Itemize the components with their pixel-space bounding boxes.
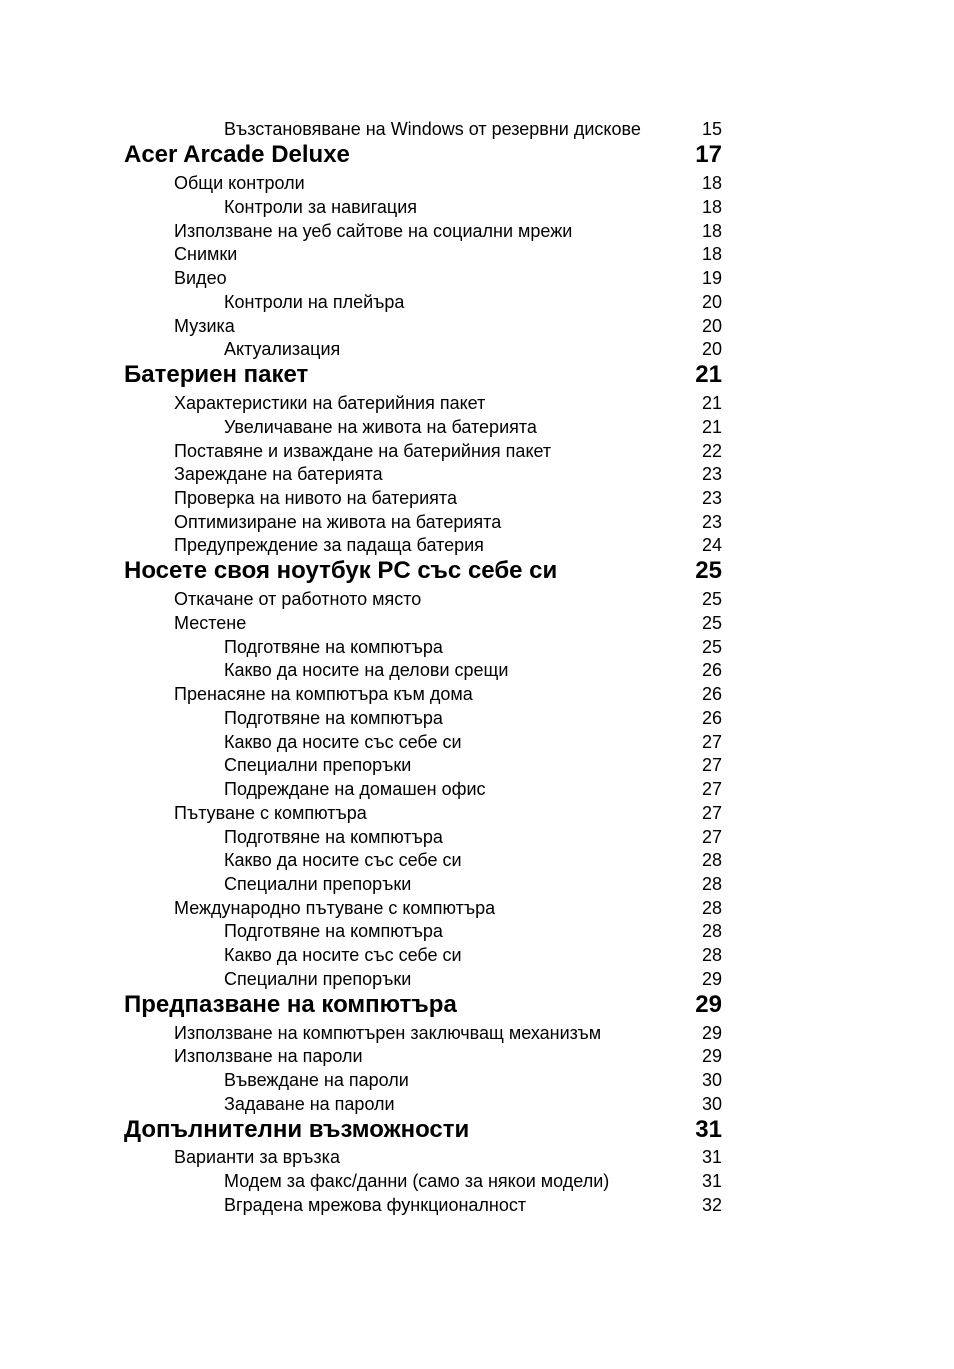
toc-entry-title: Специални препоръки — [224, 755, 412, 775]
toc-page-number: 20 — [701, 292, 722, 312]
toc-page-number: 15 — [701, 119, 722, 139]
toc-page-number: 27 — [701, 732, 722, 752]
toc-entry[interactable] — [0, 119, 954, 139]
toc-entry-title: Пътуване с компютъра — [174, 803, 367, 823]
toc-page-number: 25 — [695, 557, 722, 584]
toc-entry[interactable] — [0, 755, 954, 775]
toc-page-number: 30 — [701, 1094, 722, 1114]
toc-page-number: 27 — [701, 803, 722, 823]
toc-entry[interactable] — [0, 339, 954, 359]
toc-entry-title: Предупреждение за падаща батерия — [174, 535, 484, 555]
toc-entry-title: Какво да носите на делови срещи — [224, 660, 509, 680]
toc-chapter[interactable] — [0, 142, 954, 168]
toc-entry[interactable] — [0, 221, 954, 241]
toc-entry[interactable] — [0, 969, 954, 989]
toc-page-number: 27 — [701, 755, 722, 775]
toc-entry[interactable] — [0, 244, 954, 264]
toc-entry[interactable] — [0, 316, 954, 336]
toc-entry-title: Подреждане на домашен офис — [224, 779, 486, 799]
toc-page-number: 29 — [701, 1046, 722, 1066]
toc-entry-title: Модем за факс/данни (само за някои модели) — [224, 1171, 610, 1191]
toc-entry[interactable] — [0, 1070, 954, 1090]
toc-page-number: 26 — [701, 708, 722, 728]
toc-entry[interactable] — [0, 589, 954, 609]
toc-page-number: 29 — [701, 1023, 722, 1043]
toc-page-number: 29 — [695, 991, 722, 1018]
toc-entry-title: Подготвяне на компютъра — [224, 921, 443, 941]
toc-entry[interactable] — [0, 684, 954, 704]
toc-page-number: 19 — [701, 268, 722, 288]
toc-entry[interactable] — [0, 945, 954, 965]
toc-entry-title: Задаване на пароли — [224, 1094, 395, 1114]
toc-entry-title: Специални препоръки — [224, 969, 412, 989]
toc-entry-title: Контроли за навигация — [224, 197, 417, 217]
toc-entry-title: Откачане от работното място — [174, 589, 422, 609]
toc-entry[interactable] — [0, 827, 954, 847]
toc-page-number: 30 — [701, 1070, 722, 1090]
toc-chapter[interactable] — [0, 992, 954, 1018]
toc-page-number: 27 — [701, 827, 722, 847]
toc-page-number: 31 — [701, 1171, 722, 1191]
toc-entry[interactable] — [0, 1023, 954, 1043]
toc-chapter[interactable] — [0, 1117, 954, 1143]
toc-page-number: 20 — [701, 339, 722, 359]
toc-entry[interactable] — [0, 874, 954, 894]
toc-entry[interactable] — [0, 850, 954, 870]
toc-entry-title: Снимки — [174, 244, 238, 264]
toc-entry[interactable] — [0, 1094, 954, 1114]
toc-page-number: 20 — [701, 316, 722, 336]
toc-entry-title: Местене — [174, 613, 247, 633]
toc-chapter[interactable] — [0, 558, 954, 584]
toc-chapter[interactable] — [0, 362, 954, 388]
toc-entry[interactable] — [0, 732, 954, 752]
toc-entry[interactable] — [0, 488, 954, 508]
toc-entry[interactable] — [0, 535, 954, 555]
toc-entry[interactable] — [0, 1046, 954, 1066]
toc-entry-title: Контроли на плейъра — [224, 292, 405, 312]
toc-page-number: 25 — [701, 589, 722, 609]
toc-page-number: 26 — [701, 660, 722, 680]
toc-page-number: 28 — [701, 898, 722, 918]
toc-entry-title: Специални препоръки — [224, 874, 412, 894]
toc-page-number: 21 — [701, 393, 722, 413]
toc-page-number: 29 — [701, 969, 722, 989]
toc-entry[interactable] — [0, 197, 954, 217]
toc-entry-title: Подготвяне на компютъра — [224, 827, 443, 847]
toc-page-number: 23 — [701, 488, 722, 508]
toc-entry-title: Какво да носите със себе си — [224, 850, 462, 870]
toc-entry-title: Поставяне и изваждане на батерийния пакет — [174, 441, 552, 461]
toc-entry[interactable] — [0, 441, 954, 461]
toc-page-number: 17 — [695, 141, 722, 168]
toc-entry[interactable] — [0, 292, 954, 312]
toc-entry[interactable] — [0, 803, 954, 823]
toc-entry[interactable] — [0, 268, 954, 288]
toc-entry-title: Пренасяне на компютъра към дома — [174, 684, 473, 704]
toc-page-number: 18 — [701, 244, 722, 264]
toc-page-number: 23 — [701, 512, 722, 532]
toc-entry-title: Възстановяване на Windows от резервни дискове — [224, 119, 641, 139]
toc-page-number: 25 — [701, 613, 722, 633]
toc-page-number: 31 — [695, 1116, 722, 1143]
toc-entry[interactable] — [0, 613, 954, 633]
toc-entry-title: Проверка на нивото на батерията — [174, 488, 457, 508]
toc-page-number: 24 — [701, 535, 722, 555]
toc-entry-title: Носете своя ноутбук PC със себе си — [124, 557, 558, 584]
toc-page-number: 28 — [701, 850, 722, 870]
toc-entry-title: Актуализация — [224, 339, 341, 359]
toc-entry-title: Вградена мрежова функционалност — [224, 1195, 527, 1215]
toc-page-number: 18 — [701, 221, 722, 241]
toc-entry[interactable] — [0, 173, 954, 193]
toc-page-number: 25 — [701, 637, 722, 657]
toc-entry-title: Международно пътуване с компютъра — [174, 898, 496, 918]
toc-page-number: 21 — [701, 417, 722, 437]
toc-entry-title: Използване на пароли — [174, 1046, 363, 1066]
toc-entry-title: Общи контроли — [174, 173, 305, 193]
toc-page-number: 26 — [701, 684, 722, 704]
toc-entry-title: Какво да носите със себе си — [224, 732, 462, 752]
toc-entry-title: Музика — [174, 316, 235, 336]
toc-entry[interactable] — [0, 779, 954, 799]
toc-page-number: 28 — [701, 874, 722, 894]
toc-entry-title: Предпазване на компютъра — [124, 991, 457, 1018]
toc-entry-title: Използване на уеб сайтове на социални мрежи — [174, 221, 573, 241]
toc-entry[interactable] — [0, 1147, 954, 1167]
toc-entry-title: Варианти за връзка — [174, 1147, 340, 1167]
toc-entry[interactable] — [0, 1171, 954, 1191]
toc-entry[interactable] — [0, 417, 954, 437]
toc-page-number: 18 — [701, 197, 722, 217]
toc-page-number: 27 — [701, 779, 722, 799]
toc-entry-title: Характеристики на батерийния пакет — [174, 393, 486, 413]
toc-entry[interactable] — [0, 921, 954, 941]
toc-entry-title: Подготвяне на компютъра — [224, 637, 443, 657]
toc-page-number: 18 — [701, 173, 722, 193]
toc-entry-title: Зареждане на батерията — [174, 464, 383, 484]
toc-entry-title: Какво да носите със себе си — [224, 945, 462, 965]
toc-entry[interactable] — [0, 464, 954, 484]
toc-entry[interactable] — [0, 393, 954, 413]
toc-entry-title: Използване на компютърен заключващ механизъм — [174, 1023, 602, 1043]
toc-entry-title: Видео — [174, 268, 227, 288]
toc-entry[interactable] — [0, 1195, 954, 1215]
toc-page-number: 28 — [701, 945, 722, 965]
toc-page-number: 31 — [701, 1147, 722, 1167]
toc-entry-title: Увеличаване на живота на батерията — [224, 417, 537, 437]
toc-entry[interactable] — [0, 708, 954, 728]
toc-page-number: 32 — [701, 1195, 722, 1215]
toc-entry-title: Подготвяне на компютъра — [224, 708, 443, 728]
toc-entry-title: Acer Arcade Deluxe — [124, 141, 350, 168]
toc-page-number: 21 — [695, 361, 722, 388]
toc-entry[interactable] — [0, 512, 954, 532]
toc-entry-title: Батериен пакет — [124, 361, 309, 388]
toc-entry[interactable] — [0, 637, 954, 657]
toc-entry[interactable] — [0, 660, 954, 680]
toc-page-number: 22 — [701, 441, 722, 461]
toc-entry[interactable] — [0, 898, 954, 918]
toc-entry-title: Въвеждане на пароли — [224, 1070, 409, 1090]
toc-page-number: 28 — [701, 921, 722, 941]
toc-entry-title: Допълнителни възможности — [124, 1116, 470, 1143]
toc-page-number: 23 — [701, 464, 722, 484]
toc-entry-title: Оптимизиране на живота на батерията — [174, 512, 502, 532]
